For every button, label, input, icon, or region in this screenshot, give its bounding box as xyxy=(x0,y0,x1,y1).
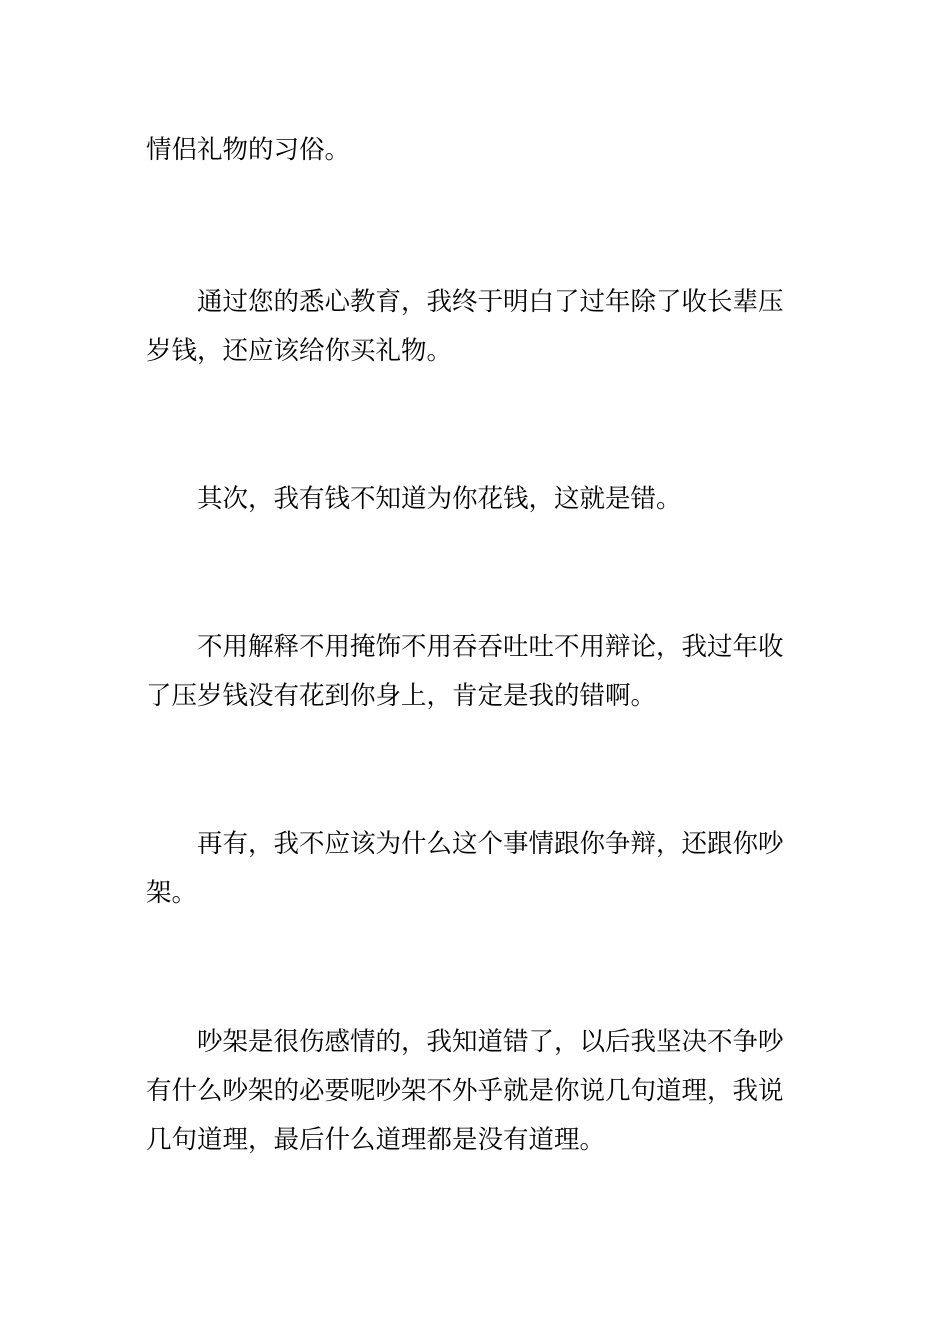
paragraph-secondly: 其次，我有钱不知道为你花钱，这就是错。 xyxy=(197,484,682,514)
paragraph-no-excuses: 不用解释不用掩饰不用吞吞吐吐不用辩论，我过年收了压岁钱没有花到你身上，肯定是我的错啊。 xyxy=(146,632,784,711)
paragraph-quarrel: 吵架是很伤感情的，我知道错了，以后我坚决不争吵有什么吵架的必要呢吵架不外乎就是你说几句道理，我说几句道理，最后什么道理都是没有道理。 xyxy=(146,1027,784,1155)
paragraph-education: 通过您的悉心教育，我终于明白了过年除了收长辈压岁钱，还应该给你买礼物。 xyxy=(146,287,784,366)
paragraph-furthermore: 再有，我不应该为什么这个事情跟你争辩，还跟你吵架。 xyxy=(146,829,784,908)
paragraph-continuation: 情侣礼物的习俗。 xyxy=(146,135,351,165)
